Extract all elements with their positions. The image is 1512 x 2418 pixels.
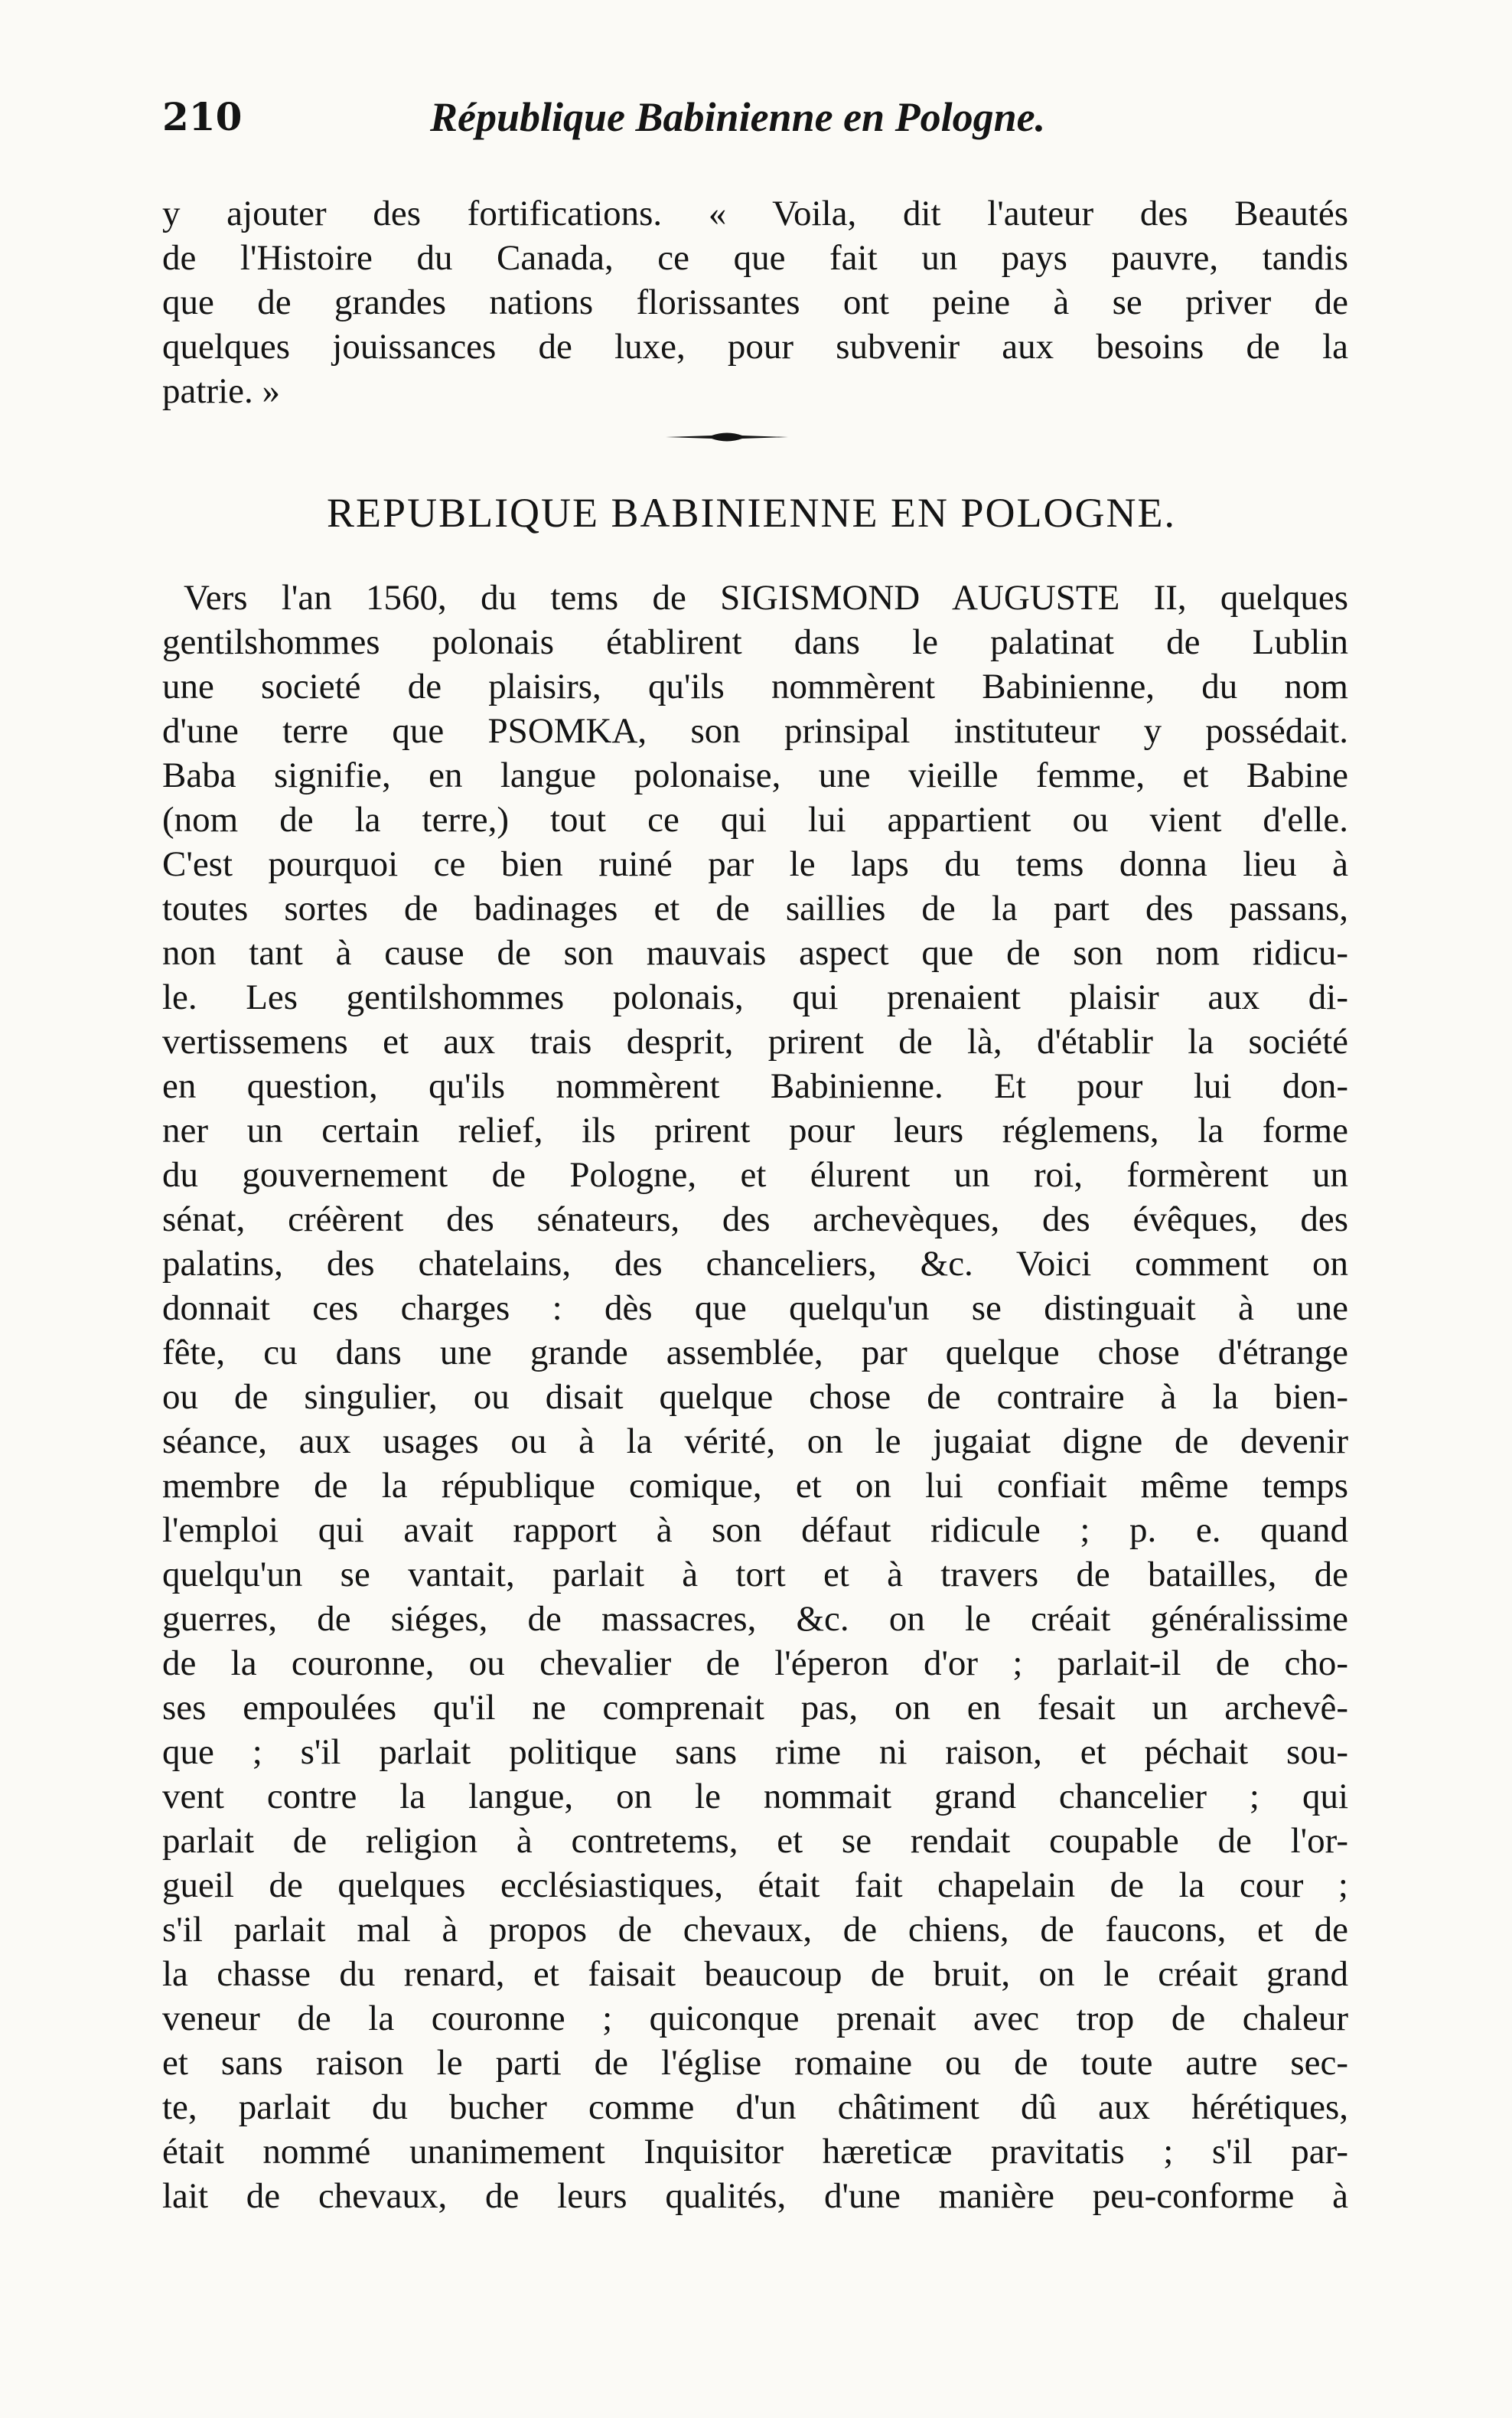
running-title: République Babinienne en Pologne. — [430, 94, 1046, 140]
body-line: la chasse du renard, et faisait beaucoup de bruit, on le créait grand — [162, 1954, 1348, 1994]
intro-line: quelques jouissances de luxe, pour subvenir aux besoins de la — [162, 327, 1348, 367]
body-line: sénat, créèrent des sénateurs, des archevèques, des évêques, des — [162, 1199, 1348, 1239]
body-line: ses empoulées qu'il ne comprenait pas, on en fesait un archevê- — [162, 1688, 1348, 1728]
body-line: (nom de la terre,) tout ce qui lui appartient ou vient d'elle. — [162, 800, 1348, 840]
body-line: membre de la république comique, et on lui confiait même temps — [162, 1466, 1348, 1506]
body-line: fête, cu dans une grande assemblée, par quelque chose d'étrange — [162, 1333, 1348, 1372]
body-line: en question, qu'ils nommèrent Babinienne. Et pour lui don- — [162, 1066, 1348, 1106]
body-line: le. Les gentilshommes polonais, qui prenaient plaisir aux di- — [162, 977, 1348, 1017]
body-line: lait de chevaux, de leurs qualités, d'une manière peu-conforme à — [162, 2176, 1348, 2216]
body-line: toutes sortes de badinages et de saillies de la part des passans, — [162, 889, 1348, 928]
body-line: vertissemens et aux trais desprit, prirent de là, d'établir la société — [162, 1022, 1348, 1062]
body-line: ner un certain relief, ils prirent pour leurs réglemens, la forme — [162, 1111, 1348, 1150]
body-line: vent contre la langue, on le nommait grand chancelier ; qui — [162, 1777, 1348, 1816]
body-line: Vers l'an 1560, du tems de SIGISMOND AUGUSTE II, quelques — [184, 578, 1348, 618]
body-line: du gouvernement de Pologne, et élurent un roi, formèrent un — [162, 1155, 1348, 1195]
page-number: 210 — [162, 94, 243, 139]
body-line: C'est pourquoi ce bien ruiné par le laps du tems donna lieu à — [162, 844, 1348, 884]
body-line: non tant à cause de son mauvais aspect que de son nom ridicu- — [162, 933, 1348, 973]
body-line: que ; s'il parlait politique sans rime ni raison, et péchait sou- — [162, 1732, 1348, 1772]
body-line: palatins, des chatelains, des chanceliers, &c. Voici comment on — [162, 1244, 1348, 1284]
body-line: guerres, de siéges, de massacres, &c. on le créait généralissime — [162, 1599, 1348, 1639]
body-line: l'emploi qui avait rapport à son défaut ridicule ; p. e. quand — [162, 1510, 1348, 1550]
body-line: veneur de la couronne ; quiconque prenait avec trop de chaleur — [162, 1999, 1348, 2038]
body-line: séance, aux usages ou à la vérité, on le jugaiat digne de devenir — [162, 1421, 1348, 1461]
body-line: gentilshommes polonais établirent dans le palatinat de Lublin — [162, 622, 1348, 662]
body-line: donnait ces charges : dès que quelqu'un se distinguait à une — [162, 1288, 1348, 1328]
body-line: ou de singulier, ou disait quelque chose de contraire à la bien- — [162, 1377, 1348, 1417]
body-line: et sans raison le parti de l'église romaine ou de toute autre sec- — [162, 2043, 1348, 2083]
body-line: gueil de quelques ecclésiastiques, était fait chapelain de la cour ; — [162, 1865, 1348, 1905]
body-line: quelqu'un se vantait, parlait à tort et à travers de batailles, de — [162, 1555, 1348, 1594]
body-line: était nommé unanimement Inquisitor hæreticæ pravitatis ; s'il par- — [162, 2132, 1348, 2172]
ornament-divider — [666, 429, 788, 445]
body-line: de la couronne, ou chevalier de l'éperon d'or ; parlait-il de cho- — [162, 1643, 1348, 1683]
intro-line: patrie. » — [162, 371, 280, 411]
body-line: s'il parlait mal à propos de chevaux, de chiens, de faucons, et de — [162, 1910, 1348, 1950]
body-line: d'une terre que PSOMKA, son prinsipal instituteur y possédait. — [162, 711, 1348, 751]
body-line: Baba signifie, en langue polonaise, une vieille femme, et Babine — [162, 755, 1348, 795]
body-line: te, parlait du bucher comme d'un châtiment dû aux hérétiques, — [162, 2087, 1348, 2127]
running-head — [162, 90, 1341, 144]
body-line: une societé de plaisirs, qu'ils nommèrent Babinienne, du nom — [162, 667, 1348, 706]
intro-line: de l'Histoire du Canada, ce que fait un pays pauvre, tandis — [162, 238, 1348, 278]
intro-line: y ajouter des fortifications. « Voila, dit l'auteur des Beautés — [162, 194, 1348, 233]
intro-line: que de grandes nations florissantes ont peine à se priver de — [162, 282, 1348, 322]
section-heading: REPUBLIQUE BABINIENNE EN POLOGNE. — [327, 490, 1176, 536]
body-line: parlait de religion à contretems, et se rendait coupable de l'or- — [162, 1821, 1348, 1861]
